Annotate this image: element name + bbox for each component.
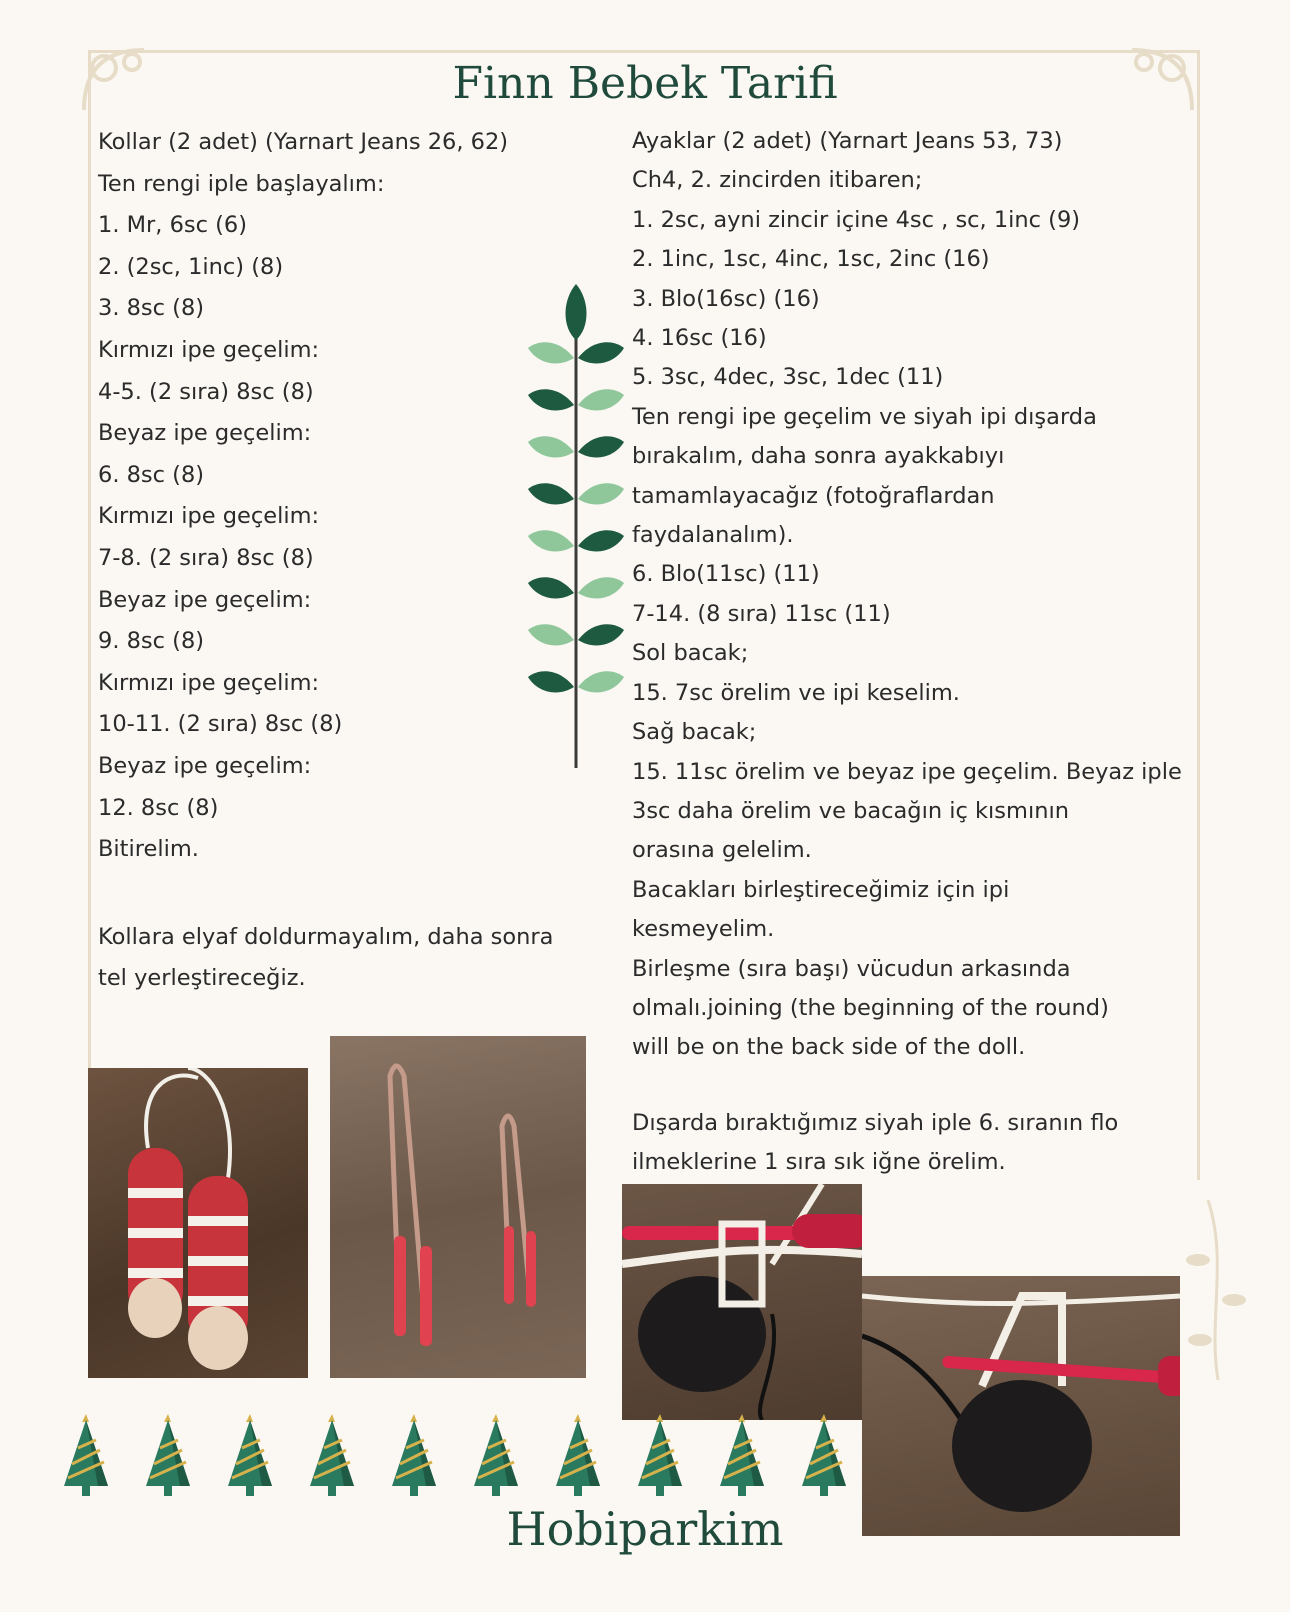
instruction-line: faydalanalım).	[632, 522, 794, 549]
instruction-line: 4-5. (2 sıra) 8sc (8)	[98, 378, 314, 405]
note-line: Dışarda bıraktığımız siyah iple 6. sıranın flo	[632, 1109, 1119, 1136]
instruction-line: 7-8. (2 sıra) 8sc (8)	[98, 544, 314, 571]
instruction-line: 9. 8sc (8)	[98, 628, 205, 655]
instruction-line: Kırmızı ipe geçelim:	[98, 336, 320, 363]
note-line: Kollara elyaf doldurmayalım, daha sonra	[98, 923, 554, 950]
instruction-line: 4. 16sc (16)	[632, 325, 767, 352]
note-line: ilmeklerine 1 sıra sık iğne örelim.	[632, 1149, 1006, 1176]
instruction-line: Bacakları birleştireceğimiz için ipi	[632, 876, 1010, 903]
instruction-line: 10-11. (2 sıra) 8sc (8)	[98, 711, 343, 738]
instruction-line: orasına gelelim.	[632, 837, 812, 864]
instruction-line: 7-14. (8 sıra) 11sc (11)	[632, 600, 891, 627]
arms-photo	[88, 1068, 308, 1378]
foot-step2-photo	[862, 1276, 1180, 1536]
legs-instructions	[632, 122, 1182, 1183]
instruction-line: tamamlayacağız (fotoğraflardan	[632, 482, 995, 509]
brand-footer: Hobiparkim	[506, 1502, 784, 1556]
instruction-line: 2. (2sc, 1inc) (8)	[98, 253, 284, 280]
note-line: tel yerleştireceğiz.	[98, 965, 306, 992]
instruction-line: 3. Blo(16sc) (16)	[632, 285, 820, 312]
floral-ornament-icon	[1178, 1200, 1258, 1380]
instruction-line: Sol bacak;	[632, 640, 749, 667]
christmas-trees-decoration	[58, 1414, 858, 1514]
page-title: Finn Bebek Tarifi	[452, 58, 838, 109]
leaf-branch-icon	[528, 280, 624, 770]
foot-step1-photo	[622, 1184, 862, 1420]
instruction-line: 1. 2sc, ayni zincir içine 4sc , sc, 1inc (9)	[632, 206, 1081, 233]
instruction-line: Kırmızı ipe geçelim:	[98, 669, 320, 696]
instruction-line: Bitirelim.	[98, 836, 199, 863]
instruction-line: Sağ bacak;	[632, 719, 757, 746]
instruction-line: Ch4, 2. zincirden itibaren;	[632, 167, 923, 194]
arms-instructions	[98, 122, 553, 1000]
instruction-line: 3. 8sc (8)	[98, 295, 205, 322]
instruction-line: 15. 7sc örelim ve ipi keselim.	[632, 679, 960, 706]
instruction-line: bırakalım, daha sonra ayakkabıyı	[632, 443, 1005, 470]
instruction-line: Birleşme (sıra başı) vücudun arkasında	[632, 955, 1071, 982]
instruction-line: 5. 3sc, 4dec, 3sc, 1dec (11)	[632, 364, 944, 391]
christmas-tree-icon	[64, 1414, 108, 1496]
instruction-line: Ten rengi iple başlayalım:	[98, 170, 385, 197]
instruction-line: 12. 8sc (8)	[98, 794, 219, 821]
instruction-line: 2. 1inc, 1sc, 4inc, 1sc, 2inc (16)	[632, 246, 990, 273]
instruction-line: 6. 8sc (8)	[98, 461, 205, 488]
instruction-line: 1. Mr, 6sc (6)	[98, 212, 248, 239]
instruction-line: Beyaz ipe geçelim:	[98, 752, 312, 779]
instruction-line: 3sc daha örelim ve bacağın iç kısmının	[632, 797, 1069, 824]
instruction-line: kesmeyelim.	[632, 916, 775, 943]
instruction-line: will be on the back side of the doll.	[632, 1034, 1026, 1061]
instruction-line: olmalı.joining (the beginning of the round)	[632, 994, 1109, 1021]
instruction-line: Beyaz ipe geçelim:	[98, 586, 312, 613]
instruction-line: Ayaklar (2 adet) (Yarnart Jeans 53, 73)	[632, 128, 1063, 154]
instruction-line: Kırmızı ipe geçelim:	[98, 503, 320, 530]
instruction-line: Beyaz ipe geçelim:	[98, 420, 312, 447]
instruction-line: 15. 11sc örelim ve beyaz ipe geçelim. Beyaz iple	[632, 758, 1182, 785]
instruction-line: Kollar (2 adet) (Yarnart Jeans 26, 62)	[98, 129, 509, 155]
instruction-line: Ten rengi ipe geçelim ve siyah ipi dışarda	[632, 403, 1097, 430]
wires-photo	[330, 1036, 586, 1378]
instruction-line: 6. Blo(11sc) (11)	[632, 561, 820, 588]
